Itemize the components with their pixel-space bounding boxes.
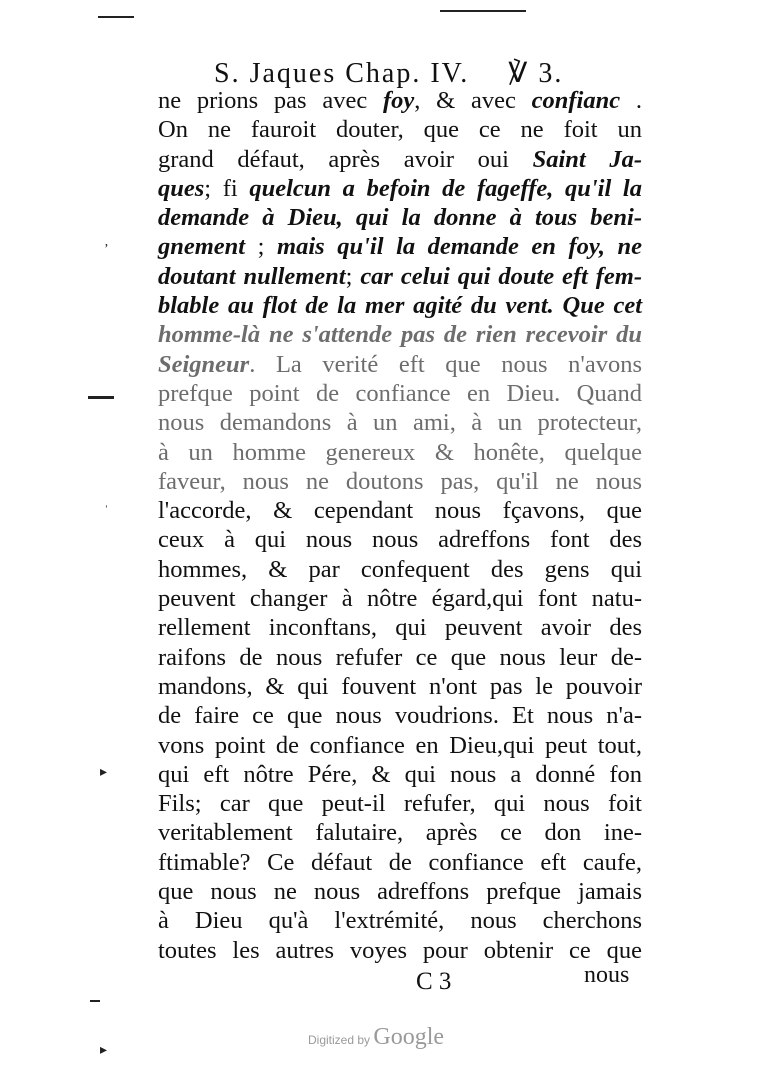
- text-run: toutes les autres voyes pour obtenir ce que: [158, 936, 642, 964]
- text-line: [158, 174, 642, 203]
- text-run: rellement inconftans, qui peuvent avoir des: [158, 614, 642, 642]
- signature-mark: C 3: [416, 968, 452, 995]
- text-run: que nous ne nous adreffons prefque jamais: [158, 878, 642, 906]
- text-run: Fils; car que peut-il refufer, qui nous foit: [158, 790, 642, 818]
- text-run: On ne fauroit douter, que ce ne foit un: [158, 116, 642, 144]
- top-edge-rule-left: [98, 16, 134, 18]
- text-line: [158, 86, 642, 115]
- verse-reference: ℣ 3.: [508, 58, 564, 89]
- text-run: faveur, nous ne doutons pas, qu'il ne nous: [158, 467, 642, 495]
- italic-run: confianc: [531, 87, 621, 114]
- text-line: [158, 496, 642, 525]
- text-line: [158, 203, 642, 232]
- margin-mark: ▸: [100, 1043, 108, 1058]
- text-line: [158, 643, 642, 672]
- text-line: [158, 438, 642, 467]
- text-run: prefque point de confiance en Dieu. Quand: [158, 379, 642, 407]
- italic-run: foy: [382, 87, 415, 114]
- text-line: [158, 906, 642, 935]
- text-run: veritablement falutaire, après ce don ine-: [158, 819, 642, 847]
- text-run: , & avec: [414, 87, 532, 114]
- text-run: mandons, & qui fouvent n'ont pas le pouvoir: [158, 672, 642, 700]
- margin-dash: [90, 1000, 100, 1002]
- text-line: [158, 701, 642, 730]
- margin-mark: ▸: [100, 765, 108, 780]
- watermark-prefix: Digitized by: [308, 1033, 371, 1047]
- italic-run: Saint Ja-: [532, 145, 642, 173]
- text-run: ; fi: [204, 174, 250, 202]
- italic-run: blable au flot de la mer agité du vent. Que cet: [158, 292, 642, 320]
- text-run: .: [620, 87, 643, 114]
- text-line: [158, 760, 642, 789]
- italic-run: doutant nullement: [158, 262, 346, 290]
- text-run: qui eft nôtre Pére, & qui nous a donné fon: [158, 760, 642, 788]
- text-line: [158, 291, 642, 320]
- italic-run: Seigneur: [158, 350, 250, 378]
- text-line: [158, 262, 642, 291]
- text-line: [158, 848, 642, 877]
- italic-run: homme-là ne s'attende pas de rien recevoir du: [158, 321, 642, 349]
- text-line: [158, 936, 642, 965]
- catchword: nous: [584, 962, 630, 988]
- text-run: raifons de nous refufer ce que nous leur de-: [158, 643, 642, 671]
- text-run: à Dieu qu'à l'extrémité, nous cherchons: [158, 907, 642, 935]
- text-line: [158, 525, 642, 554]
- text-line: [158, 877, 642, 906]
- text-run: l'accorde, & cependant nous fçavons, que: [158, 497, 642, 525]
- top-edge-rule-right: [440, 10, 526, 12]
- text-run: à un homme genereux & honête, quelque: [158, 438, 642, 466]
- text-line: [158, 555, 642, 584]
- italic-run: ques: [158, 174, 205, 202]
- text-line: [158, 467, 642, 496]
- text-run: vons point de confiance en Dieu,qui peut tout,: [158, 731, 642, 759]
- text-run: de faire ce que nous voudrions. Et nous n'a-: [158, 702, 642, 730]
- margin-mark: ˈ: [104, 504, 109, 519]
- italic-run: quelcun a befoin de fageffe, qu'il la: [249, 174, 642, 202]
- google-watermark: [308, 1024, 444, 1051]
- text-run: . La verité eft que nous n'avons: [249, 350, 642, 378]
- body-text: [158, 86, 642, 965]
- text-line: [158, 731, 642, 760]
- text-line: [158, 584, 642, 613]
- text-run: nous demandons à un ami, à un protecteur,: [158, 409, 642, 437]
- margin-dash: [88, 396, 114, 399]
- watermark-brand: Google: [373, 1024, 445, 1050]
- text-line: [158, 613, 642, 642]
- text-run: ;: [245, 233, 278, 261]
- text-line: [158, 232, 642, 261]
- running-header: [214, 56, 674, 90]
- text-run: grand défaut, après avoir oui: [158, 145, 533, 173]
- text-line: [158, 115, 642, 144]
- text-line: [158, 145, 642, 174]
- text-run: ftimable? Ce défaut de confiance eft caufe,: [158, 848, 642, 876]
- text-run: ;: [345, 262, 361, 290]
- text-run: ne prions pas avec: [158, 87, 383, 114]
- text-run: peuvent changer à nôtre égard,qui font natu-: [158, 585, 642, 613]
- text-line: [158, 320, 642, 349]
- text-line: [158, 789, 642, 818]
- italic-run: demande à Dieu, qui la donne à tous beni-: [158, 204, 642, 232]
- text-line: [158, 379, 642, 408]
- text-line: [158, 818, 642, 847]
- italic-run: car celui qui doute eft fem-: [360, 262, 642, 290]
- running-title: S. Jaques Chap. IV.: [214, 58, 470, 89]
- italic-run: gnement: [158, 233, 246, 261]
- margin-mark: ʼ: [104, 242, 109, 257]
- text-line: [158, 672, 642, 701]
- text-run: ceux à qui nous nous adreffons font des: [158, 526, 642, 554]
- text-line: [158, 408, 642, 437]
- text-run: hommes, & par confequent des gens qui: [158, 555, 642, 583]
- italic-run: mais qu'il la demande en foy, ne: [277, 233, 642, 261]
- text-line: [158, 350, 642, 379]
